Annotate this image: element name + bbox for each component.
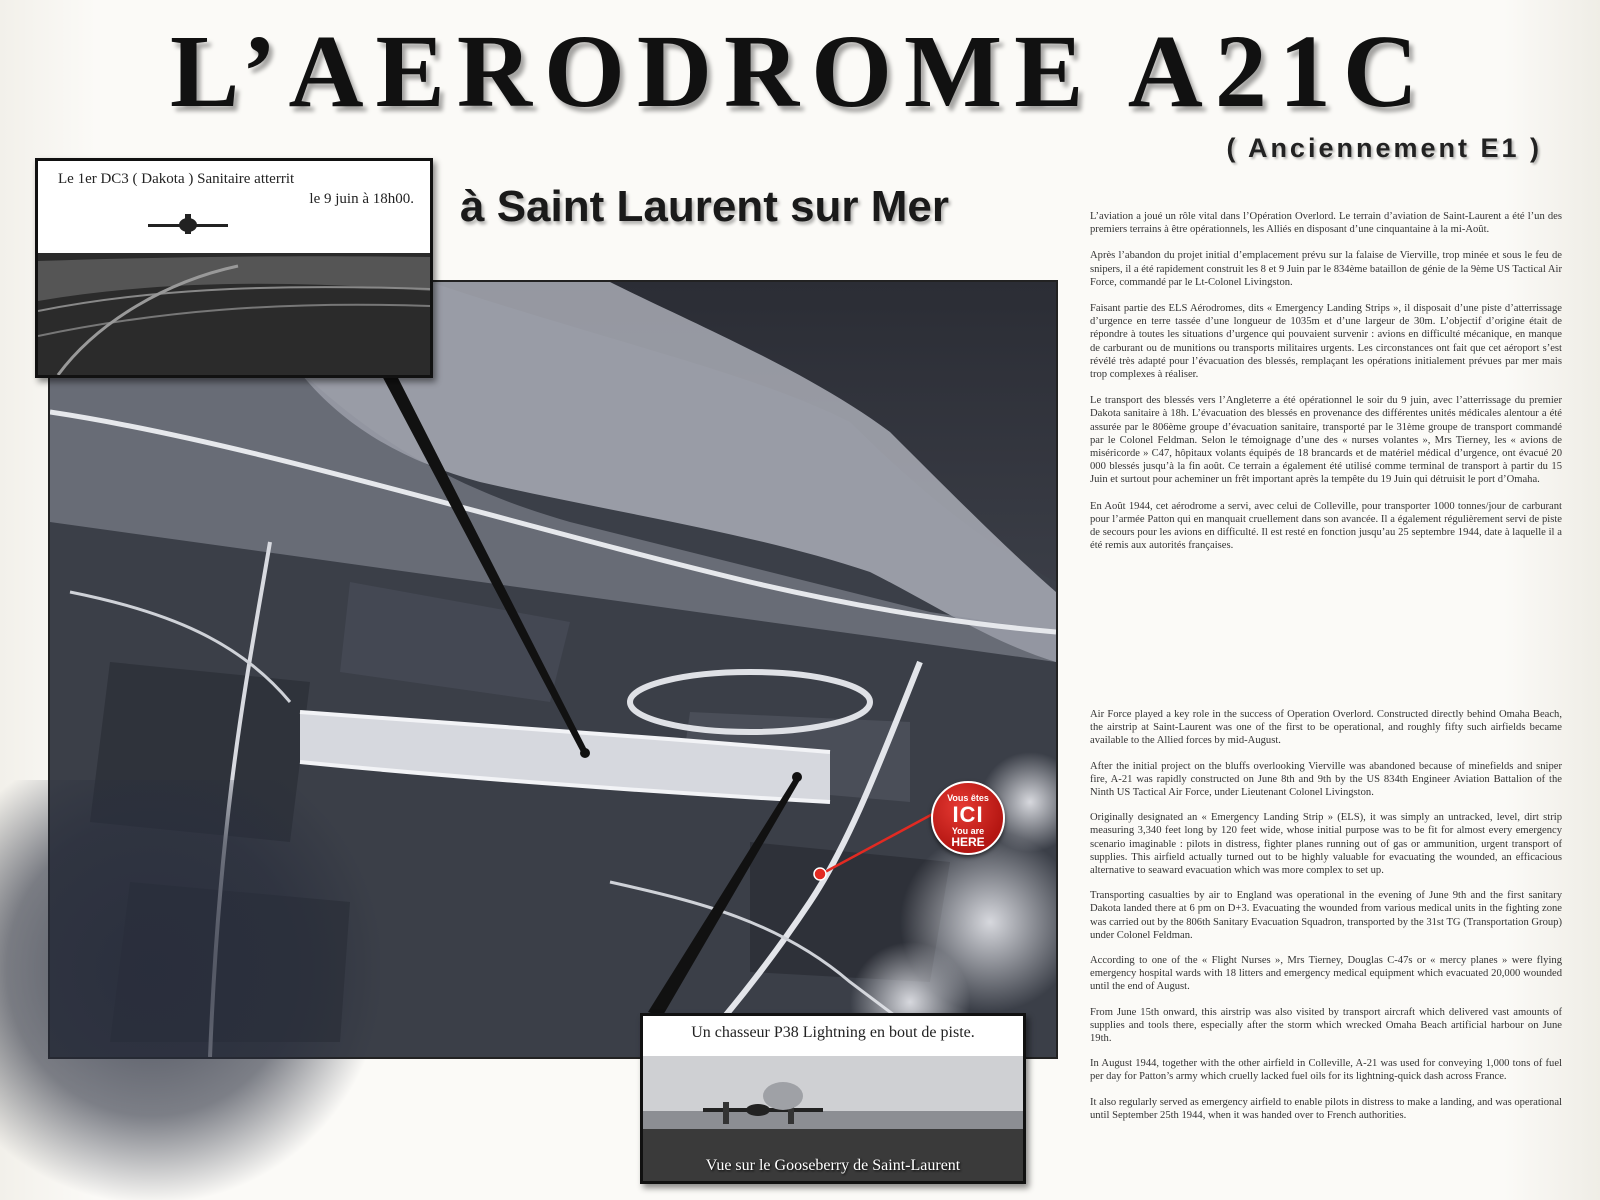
paragraph-en: After the initial project on the bluffs overlooking Vierville was abandoned because of minefields and sniper fire, A-21 was rapidly constructed on June 8th and 9th by the US 834th Engineer Aviation Battalion of the Ninth US Tactical Air Force, under Lieutenant Colonel Livingston. xyxy=(1090,760,1562,799)
caption-line-1: Le 1er DC3 ( Dakota ) Sanitaire atterrit xyxy=(58,171,295,187)
inset-photo-dakota xyxy=(35,158,433,378)
french-text xyxy=(1090,210,1562,552)
paragraph-fr: Faisant partie des ELS Aérodromes, dits « Emergency Landing Strips », il disposait d’une piste d’atterrissage d’urgence en terre tassée d’une longueur de 1035m et d’une largeur de 30m. L’objectif d’origine était de répondre à toutes les situations d’urgence qui pouvaient survenir : avions en difficulté mécanique, en manque de carburant ou de munitions ou transports militaires urgents. Les circonstances ont fait que cet aéroport s’est révélé très adapté pour l’évacuation des blessés, remplaçant les opérations initialement prévues par mer mais trop complexes à réaliser. xyxy=(1090,303,1562,381)
paragraph-fr: En Août 1944, cet aérodrome a servi, avec celui de Colleville, pour transporter 1000 tonnes/jour de carburant pour l’armée Patton qui en manquait cruellement dans son avancée. Il a également régulièrement servi de piste de secours pour les avions en difficulté. Il est resté en fonction jusqu’au 25 septembre 1944, date à laquelle il a été remis aux autorités françaises. xyxy=(1090,500,1562,552)
you-are-here-badge xyxy=(931,781,1005,855)
paragraph-en: According to one of the « Flight Nurses », Mrs Tierney, Douglas C-47s or « mercy planes » were flying emergency hospital wards with 18 litters and emergency medical equipment which evacuated 20,000 wounded until the end of August. xyxy=(1090,955,1562,993)
inset-bottom-caption-bottom: Vue sur le Gooseberry de Saint-Laurent xyxy=(705,1157,961,1174)
badge-en-big: HERE xyxy=(951,835,985,849)
badge-en-small: You are xyxy=(951,826,985,836)
paragraph-en: In August 1944, together with the other airfield in Colleville, A-21 was used for conveying 1,000 tons of fuel per day for Patton’s army which cruelly lacked fuel oils for its lightning-quick dash across France. xyxy=(1090,1058,1562,1083)
paragraph-fr: Après l’abandon du projet initial d’emplacement prévu sur la falaise de Vierville, trop minée et sous le feu de snipers, il a été rapidement construit les 8 et 9 Juin par le 834ème bataillon de génie de la 9ème US Tactical Air Force, commandé par le Lt-Colonel Livingston. xyxy=(1090,250,1562,288)
caption-line-2: le 9 juin à 18h00. xyxy=(309,191,414,207)
badge-fr-big: ICI xyxy=(952,802,984,827)
inset-top-caption xyxy=(54,169,414,209)
paragraph-en: From June 15th onward, this airstrip was also visited by transport aircraft which delivered vast amounts of supplies and tools there, especially after the storm which wrecked Omaha Beach artificial harbour on June 19th. xyxy=(1090,1006,1562,1045)
paragraph-fr: L’aviation a joué un rôle vital dans l’Opération Overlord. Le terrain d’aviation de Saint-Laurent a été l’un des premiers terrains à être opérationnels, les Alliés en disposant d’une cinquantaine à la mi-Août. xyxy=(1090,211,1562,236)
main-title: L’AERODROME A21C xyxy=(169,14,1431,129)
inset-photo-p38 xyxy=(640,1013,1026,1184)
inset-bottom-caption-top: Un chasseur P38 Lightning en bout de piste. xyxy=(691,1024,975,1041)
paragraph-fr: Le transport des blessés vers l’Angleterre a été opérationnel le soir du 9 juin, avec l’atterrissage du premier Dakota sanitaire à 18h. L’évacuation des blessés en provenance des différentes unités médicales alentour a été assurée par le 806ème groupe d’évacuation sanitaire, transporté par le 31ème groupe de transport commandé par le Colonel Feldman. Selon le témoignage d’une des « nurses volantes », Mrs Tierney, les « avions de miséricorde » C47, hôpitaux volants équipés de 18 brancards et de matériel médical d’urgence, ont évacué 20 000 blessés jusqu’à la fin août. Ce terrain a également été utilisé comme terminal de transport à partir du 15 Juin et surtout pour acheminer un frêt important après la tempête du 19 Juin qui détruisit le port d’Omaha. xyxy=(1090,395,1562,486)
aerial-photo-graphic xyxy=(50,282,1056,1057)
location-subtitle: à Saint Laurent sur Mer xyxy=(460,182,950,231)
former-name: ( Anciennement E1 ) xyxy=(1226,133,1542,163)
paragraph-en: It also regularly served as emergency airfield to enable pilots in distress to make a landing, and was operational until September 25th 1944, when it was handed over to French authorities. xyxy=(1090,1096,1562,1121)
english-text xyxy=(1090,708,1562,1134)
paragraph-en: Transporting casualties by air to England was operational in the evening of June 9th and the first sanitary Dakota landed there at 6 pm on D+3. Evacuating the wounded from various medical units in the fighting zone was carried out by the 806th Sanitary Evacuation Squadron, transported by the 31st TG (Transportation Group) under Colonel Feldman. xyxy=(1090,890,1562,941)
badge-fr-small: Vous êtes xyxy=(947,793,989,803)
here-marker xyxy=(814,868,826,880)
aerial-photo xyxy=(48,280,1058,1059)
text-column xyxy=(1090,210,1562,1121)
paragraph-en: Air Force played a key role in the success of Operation Overlord. Constructed directly behind Omaha Beach, the airstrip at Saint-Laurent was one of the first to be operational, and roughly fifty such airfields became available to the Allied forces by mid-August. xyxy=(1090,709,1562,747)
paragraph-en: Originally designated an « Emergency Landing Strip » (ELS), it was simply an untracked, level, dirt strip measuring 3,340 feet long by 120 feet wide, whose initial purpose was to be fit for almost every emergency scenario imaginable : pilots in distress, fighter planes running out of gas or ammunition, urgent transport of supplies. This airfield actually turned out to be highly valuable for evacuating the wounded, an efficacious alternative to seaward evacuation which was more complex to set up. xyxy=(1090,812,1562,877)
field-5 xyxy=(110,882,350,1042)
